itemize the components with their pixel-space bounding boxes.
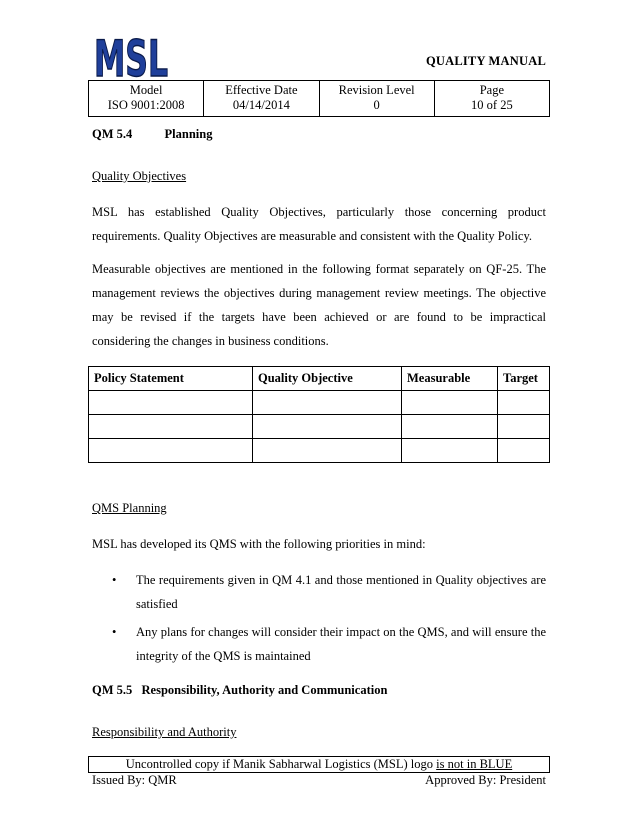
subheading-quality-objectives: Quality Objectives <box>92 169 187 183</box>
table-cell <box>89 439 253 463</box>
info-cell-effective-date <box>204 81 319 117</box>
column-header: Policy Statement <box>89 367 253 391</box>
table-row <box>89 439 550 463</box>
approved-by: Approved By: President <box>425 773 546 787</box>
info-label: Revision Level <box>338 83 415 97</box>
table-cell <box>498 391 550 415</box>
info-label: Page <box>479 83 505 97</box>
table-cell <box>253 391 402 415</box>
logo-text: MSL <box>94 30 168 82</box>
priority-list <box>112 568 546 672</box>
info-cell-revision-level <box>319 81 434 117</box>
objectives-table <box>88 366 550 463</box>
table-cell <box>253 439 402 463</box>
table-row <box>89 415 550 439</box>
info-value: 10 of 25 <box>471 98 513 112</box>
section-heading-responsibility <box>92 678 546 702</box>
column-header: Measurable <box>402 367 498 391</box>
section-number: QM 5.5 <box>92 683 133 697</box>
info-value: 0 <box>373 98 380 112</box>
info-value: 04/14/2014 <box>232 98 290 112</box>
table-cell <box>498 439 550 463</box>
subheading-responsibility-authority: Responsibility and Authority <box>92 725 237 739</box>
table-cell <box>402 415 498 439</box>
manual-title: QUALITY MANUAL <box>425 54 546 68</box>
section-heading-planning <box>92 122 546 146</box>
table-header-row <box>89 367 550 391</box>
info-value: ISO 9001:2008 <box>107 98 185 112</box>
column-header: Quality Objective <box>253 367 402 391</box>
notice-emphasis: is not in BLUE <box>436 757 513 771</box>
notice-text: Uncontrolled copy if Manik Sabharwal Logistics (MSL) logo <box>125 757 437 771</box>
table-cell <box>402 391 498 415</box>
subheading-qms-planning: QMS Planning <box>92 501 167 515</box>
uncontrolled-copy-notice <box>88 756 550 772</box>
bullet-icon: • <box>112 625 117 639</box>
info-cell-model <box>89 81 204 117</box>
issued-by: Issued By: QMR <box>92 773 177 787</box>
list-item-text: Any plans for changes will consider their impact on the QMS, and will ensure the integrity of the QMS is maintained <box>136 625 546 663</box>
paragraph-qms-intro: MSL has developed its QMS with the following priorities in mind: <box>92 537 426 551</box>
document-info-table <box>88 80 550 117</box>
list-item-text: The requirements given in QM 4.1 and those mentioned in Quality objectives are satisfied <box>136 573 546 611</box>
table-cell <box>498 415 550 439</box>
info-label: Model <box>129 83 163 97</box>
table-cell <box>89 415 253 439</box>
list-item <box>112 568 546 616</box>
section-number: QM 5.4 <box>92 127 133 141</box>
table-cell <box>89 391 253 415</box>
list-item <box>112 620 546 668</box>
section-title: Planning <box>164 127 213 141</box>
table-row <box>89 391 550 415</box>
paragraph-quality-objectives: MSL has established Quality Objectives, particularly those concerning product requirements. Quality Objectives are measurable and consistent with the Quality Policy. <box>92 205 546 243</box>
info-label: Effective Date <box>225 83 298 97</box>
paragraph-measurable-objectives: Measurable objectives are mentioned in the following format separately on QF-25. The management reviews the objectives during management review meetings. The objective may be revised if the targets have been achieved or are found to be impractical considering the changes in business conditions. <box>92 262 546 348</box>
msl-logo <box>92 30 170 82</box>
table-cell <box>253 415 402 439</box>
section-title: Responsibility, Authority and Communication <box>141 683 388 697</box>
column-header: Target <box>498 367 550 391</box>
bullet-icon: • <box>112 573 117 587</box>
table-cell <box>402 439 498 463</box>
info-cell-page <box>434 81 549 117</box>
